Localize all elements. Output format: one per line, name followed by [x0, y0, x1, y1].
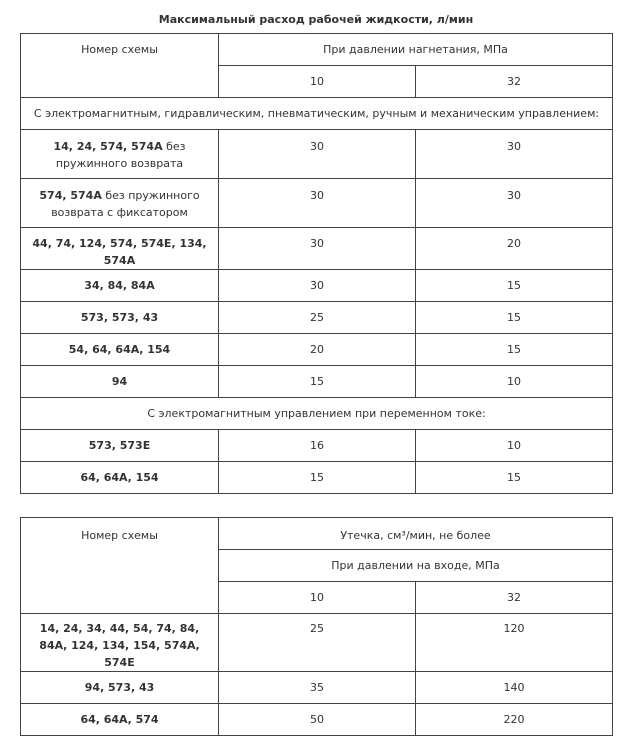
scheme-cell: 14, 24, 34, 44, 54, 74, 84, 84А, 124, 134, 154, 574А, 574Е [21, 614, 219, 672]
value-cell: 25 [219, 302, 416, 334]
value-cell: 30 [219, 179, 416, 228]
value-cell: 20 [416, 228, 613, 270]
value-cell: 15 [219, 462, 416, 494]
value-cell: 220 [416, 704, 613, 736]
header-p10: 10 [219, 66, 416, 98]
header-p32: 32 [416, 66, 613, 98]
value-cell: 25 [219, 614, 416, 672]
header-pressure: При давлении на входе, МПа [219, 550, 613, 582]
value-cell: 30 [219, 130, 416, 179]
value-cell: 15 [416, 270, 613, 302]
value-cell: 120 [416, 614, 613, 672]
section-label: С электромагнитным, гидравлическим, пневматическим, ручным и механическим управлением: [21, 98, 613, 130]
scheme-cell: 94 [21, 366, 219, 398]
header-p10: 10 [219, 582, 416, 614]
scheme-cell: 64, 64А, 574 [21, 704, 219, 736]
header-scheme: Номер схемы [21, 34, 219, 98]
leakage-table [20, 517, 613, 736]
value-cell: 35 [219, 672, 416, 704]
header-scheme: Номер схемы [21, 518, 219, 614]
value-cell: 15 [416, 334, 613, 366]
section-label: С электромагнитным управлением при переменном токе: [21, 398, 613, 430]
value-cell: 140 [416, 672, 613, 704]
scheme-cell: 573, 573Е [21, 430, 219, 462]
scheme-cell: 44, 74, 124, 574, 574Е, 134, 574А [21, 228, 219, 270]
value-cell: 20 [219, 334, 416, 366]
value-cell: 30 [219, 270, 416, 302]
value-cell: 10 [416, 430, 613, 462]
scheme-cell [21, 130, 219, 179]
scheme-note: без пружинного возврата с фиксатором [51, 189, 200, 219]
value-cell: 15 [416, 462, 613, 494]
value-cell: 15 [219, 366, 416, 398]
scheme-numbers: 574, 574А [39, 189, 102, 202]
table1-caption: Максимальный расход рабочей жидкости, л/мин [158, 13, 474, 26]
scheme-cell: 573, 573, 43 [21, 302, 219, 334]
value-cell: 30 [416, 179, 613, 228]
scheme-cell: 34, 84, 84А [21, 270, 219, 302]
value-cell: 50 [219, 704, 416, 736]
header-p32: 32 [416, 582, 613, 614]
flow-rate-table [20, 33, 613, 494]
scheme-cell [21, 179, 219, 228]
value-cell: 10 [416, 366, 613, 398]
scheme-numbers: 14, 24, 574, 574А [53, 140, 163, 153]
header-pressure: При давлении нагнетания, МПа [219, 34, 613, 66]
header-leak: Утечка, см³/мин, не более [219, 518, 613, 550]
scheme-note: без пружинного возврата [55, 140, 186, 170]
scheme-cell: 94, 573, 43 [21, 672, 219, 704]
scheme-cell: 64, 64А, 154 [21, 462, 219, 494]
value-cell: 30 [219, 228, 416, 270]
scheme-cell: 54, 64, 64А, 154 [21, 334, 219, 366]
value-cell: 15 [416, 302, 613, 334]
value-cell: 16 [219, 430, 416, 462]
value-cell: 30 [416, 130, 613, 179]
